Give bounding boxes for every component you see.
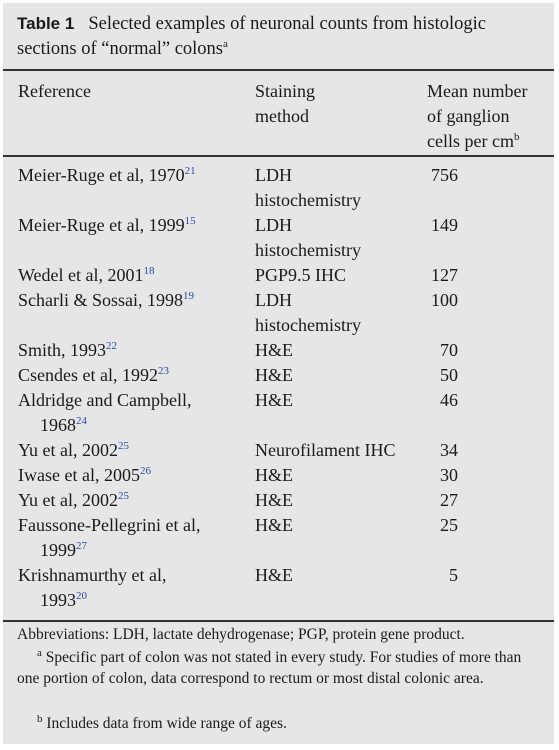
cell-mean-ganglion: 25 [440, 515, 458, 535]
cell-reference: Aldridge and Campbell, 1968$^{24}$ [18, 390, 192, 435]
table-title: Selected examples of neuronal counts from histologic sections of “normal” colons [17, 14, 486, 59]
bottom-rule [3, 620, 554, 622]
cell-staining-method: Neurofilament IHC [255, 440, 396, 460]
cell-staining-method: H&E [255, 490, 293, 510]
header-reference: Reference [18, 81, 91, 101]
citation-ref[interactable]: 24 [76, 415, 87, 427]
cell-reference: Yu et al, 2002$^{25}$ [18, 440, 129, 460]
cell-reference: Iwase et al, 2005$^{26}$ [18, 465, 151, 485]
citation-ref[interactable]: 19 [183, 290, 194, 302]
cell-reference: Meier-Ruge et al, 1999$^{15}$ [18, 215, 196, 235]
cell-mean-ganglion: 100 [431, 290, 458, 310]
cell-mean-ganglion: 127 [431, 265, 458, 285]
cell-mean-ganglion: 46 [440, 390, 458, 410]
cell-mean-ganglion: 70 [440, 340, 458, 360]
top-rule [3, 69, 554, 71]
cell-staining-method: H&E [255, 365, 293, 385]
table-caption [17, 11, 547, 62]
cell-staining-method: H&E [255, 515, 293, 535]
header-footnote-marker: b [513, 131, 520, 143]
cell-reference: Csendes et al, 1992$^{23}$ [18, 365, 169, 385]
cell-reference: Krishnamurthy et al, 1993$^{20}$ [18, 565, 167, 610]
header-rule [3, 155, 554, 157]
cell-staining-method: H&E [255, 565, 293, 585]
cell-mean-ganglion: 149 [431, 215, 458, 235]
citation-ref[interactable]: 20 [76, 590, 87, 602]
cell-staining-method: H&E [255, 390, 293, 410]
citation-ref[interactable]: 25 [117, 490, 129, 502]
citation-ref[interactable]: 27 [76, 540, 87, 552]
citation-ref[interactable]: 21 [184, 165, 196, 177]
cell-mean-ganglion: 30 [440, 465, 458, 485]
header-mean-ganglion: Mean number of ganglion cells per $cm^b$ [427, 81, 528, 151]
cell-reference: Yu et al, 2002$^{25}$ [18, 490, 129, 510]
table-page [3, 3, 554, 744]
footnote-b: $^b$ Includes data from wide range of ages. [37, 712, 287, 732]
header-staining-method: Staining method [255, 81, 316, 126]
cell-mean-ganglion: 756 [431, 165, 458, 185]
cell-staining-method: LDH histochemistry [255, 290, 361, 335]
cell-mean-ganglion: 34 [440, 440, 458, 460]
title-footnote-marker: a [223, 37, 228, 50]
cell-staining-method: H&E [255, 340, 293, 360]
cell-mean-ganglion: 5 [449, 565, 458, 585]
cell-reference: Smith, 1993$^{22}$ [18, 340, 118, 360]
table-label: Table 1 [17, 14, 75, 33]
citation-ref[interactable]: 23 [157, 365, 169, 377]
cell-staining-method: H&E [255, 465, 293, 485]
cell-mean-ganglion: 27 [440, 490, 458, 510]
cell-reference: Faussone-Pellegrini et al, 1999$^{27}$ [18, 515, 201, 560]
footnote-a: $^a$ Specific part of colon was not stated in every study. For studies of more than one portion of colon, data correspond to rectum or most distal colonic area. [17, 646, 522, 687]
citation-ref[interactable]: 25 [117, 440, 129, 452]
cell-staining-method: LDH histochemistry [255, 215, 361, 260]
cell-mean-ganglion: 50 [440, 365, 458, 385]
cell-reference: Scharli & Sossai, 1998$^{19}$ [18, 290, 194, 310]
citation-ref[interactable]: 26 [139, 465, 151, 477]
cell-staining-method: LDH histochemistry [255, 165, 361, 210]
cell-reference: Wedel et al, 2001$^{18}$ [18, 265, 155, 285]
citation-ref[interactable]: 18 [143, 265, 155, 277]
abbreviations-note: Abbreviations: LDH, lactate dehydrogenase; PGP, protein gene product. [17, 626, 465, 643]
cell-reference: Meier-Ruge et al, 1970$^{21}$ [18, 165, 196, 185]
citation-ref[interactable]: 22 [106, 340, 118, 352]
citation-ref[interactable]: 15 [184, 215, 196, 227]
cell-staining-method: PGP9.5 IHC [255, 265, 347, 285]
